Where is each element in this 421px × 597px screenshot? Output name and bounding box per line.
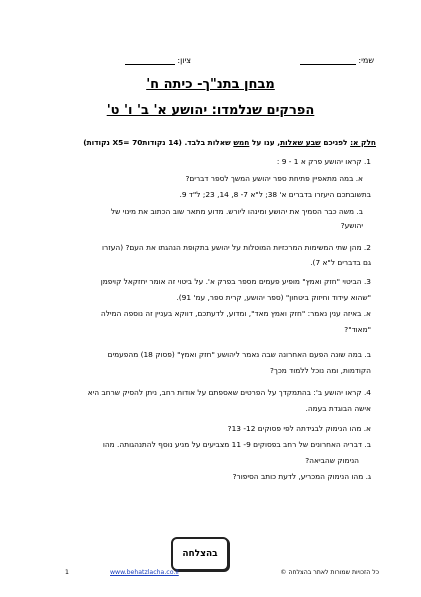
q4-part-a: א. מהו הנימוק לבגידתה לפי פסוקים 12- 13?	[227, 424, 371, 433]
grade-field[interactable]	[125, 56, 191, 65]
q3-line2: "שהוא עידוד וחיזוק ביטחון" (ספר יהושע, קרית ספר, עמ' 91).	[176, 293, 371, 302]
page-title: מבחן בתנ"ך- כיתה ח'	[146, 77, 275, 92]
q2-line2: גם בדברים ל"א 7).	[310, 258, 371, 267]
site-logo: בהצלחה	[171, 537, 229, 571]
section-label: חלק א:	[350, 138, 376, 147]
section-text-a: לפניכם	[323, 138, 348, 147]
section-instructions	[83, 138, 376, 148]
section-seven-questions: שבע שאלות	[280, 138, 321, 147]
q4-part-b-line2: הנימוק שהביאה?	[305, 456, 359, 465]
page-subtitle: הפרקים שנלמדו: יהושע א' ב' ו' ט'	[106, 103, 315, 118]
q3-part-a-line1: א. באיזה ענין נאמר: "חזק ואמץ מאד", ומדוע, לדעתכם, דווקא בעניין זה נוספה המילה	[100, 309, 371, 318]
site-link[interactable]: www.behatzlacha.co.il	[110, 569, 179, 576]
name-field[interactable]	[300, 56, 374, 65]
q3-line1: 3. הביטוי "חזק ואמץ" מופיע פעמים מספר בפרק א'. על ביטוי זה אומר יחזקאל קויפמן	[100, 277, 371, 286]
q3-part-a-line2: "מאוד"?	[344, 325, 371, 334]
name-line	[300, 56, 356, 65]
q3-part-b-line1: ב. במה שונה הפעם האחרונה שבה נאמר ליהושע "חזק ואמץ" (פסוק 18) מהפעמים	[107, 350, 371, 359]
grade-label: ציון:	[177, 56, 191, 65]
grade-line	[125, 56, 175, 65]
q1-part-b-line2: יהושע?	[340, 221, 363, 230]
section-five: חמש	[233, 138, 250, 147]
q1-part-a: א. במה מתאפיין פתיחת ספר יהושע המשך לספר דברים?	[185, 174, 363, 183]
section-text-c: שאלות בלבד. (14 נקודותX5= 70 נקודות)	[83, 138, 231, 147]
q4-line1: 4. קראו יהושע ב': בהתמקדך על הפרטים שאספתם על אודות רחב, ניתן להסיק שרחב היא	[87, 388, 371, 397]
section-text-b: , ענו על	[251, 138, 281, 147]
name-label: שמי:	[358, 56, 374, 65]
q1-part-a-hint: בתשובתכם היעזרו בדברים א' 38; ל"א 7- 8, 14, 23; ל"ד 9.	[179, 190, 371, 199]
q4-part-b-line1: ב. דבריה האחרונים של רחב בפסוקים 9- 11 מצביעים על מניע נוסף להתנהגותה. מהו	[102, 440, 371, 449]
copyright-notice: כל הזכויות שמורות לאתר בהצלחה ©	[280, 569, 379, 576]
q4-line2: אישה הבוגדת בעמה.	[305, 404, 371, 413]
q1-part-b-line1: ב. משה כבר הסמיך את יהושע ומינהו ליורש. מדוע מתאר שוב הכתוב את מינוי של	[110, 207, 363, 216]
q4-part-c: ג. מהו הנימוק המכריע, לדעת כותב הסיפור?	[232, 472, 371, 481]
page-number: 1	[65, 569, 69, 576]
q3-part-b-line2: הקודמות, ומה נוכל ללמוד מכך?	[270, 366, 371, 375]
q2-line1: 2. מהן שתי המשימות המרכזיות המוטלות על יהושע בתקופת הנהגתו את העם? (העזרו	[102, 243, 371, 252]
q1-head: 1. קראו יהושע פרק א 1 - 9 :	[276, 157, 371, 166]
